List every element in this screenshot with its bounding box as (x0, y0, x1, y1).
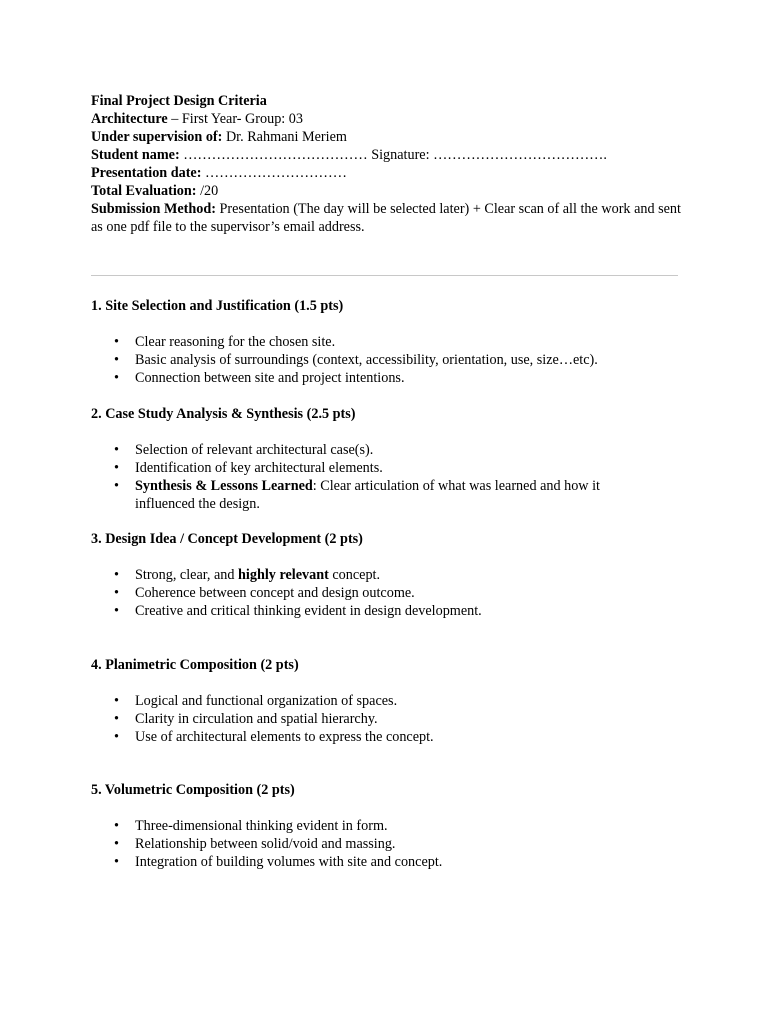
criteria-list (91, 566, 691, 620)
supervision-label: Under supervision of: (91, 129, 223, 145)
section-title: 3. Design Idea / Concept Development (2 pts) (91, 531, 363, 547)
submission-label: Submission Method: (91, 201, 216, 217)
criteria-list (91, 441, 691, 513)
criteria-list (91, 692, 691, 746)
architecture-line (91, 110, 691, 128)
bullet-icon: • (114, 693, 119, 709)
bullet-icon: • (114, 460, 119, 476)
bullet-icon: • (114, 478, 119, 494)
supervision-line (91, 128, 691, 146)
document-title: Final Project Design Criteria (91, 93, 267, 109)
criteria-section-volumetric (91, 781, 691, 871)
criteria-list (91, 333, 691, 387)
bullet-icon: • (114, 854, 119, 870)
section-title: 1. Site Selection and Justification (1.5 pts) (91, 298, 344, 314)
bullet-icon: • (114, 334, 119, 350)
bullet-icon: • (114, 442, 119, 458)
list-item: • Strong, clear, and highly relevant concept. (114, 567, 381, 583)
list-item: • Integration of building volumes with site and concept. (114, 854, 443, 870)
presentation-line (91, 164, 691, 182)
bullet-icon: • (114, 585, 119, 601)
presentation-label: Presentation date: (91, 165, 202, 181)
student-label: Student name: (91, 147, 180, 163)
criteria-list (91, 817, 691, 871)
list-item: • Coherence between concept and design outcome. (114, 585, 415, 601)
evaluation-line (91, 182, 691, 200)
evaluation-value: /20 (196, 183, 219, 199)
list-item: • Basic analysis of surroundings (context, accessibility, orientation, use, size…etc). (114, 352, 598, 368)
section-title: 2. Case Study Analysis & Synthesis (2.5 pts) (91, 406, 356, 422)
criteria-section-concept (91, 530, 691, 620)
list-item: • Three-dimensional thinking evident in form. (114, 818, 388, 834)
bullet-icon: • (114, 603, 119, 619)
bullet-icon: • (114, 818, 119, 834)
architecture-label: Architecture (91, 111, 168, 127)
list-item: • Logical and functional organization of spaces. (114, 693, 398, 709)
student-value: ………………………………… Signature: ………………………………. (179, 147, 607, 163)
list-item: • Connection between site and project intentions. (114, 370, 405, 386)
list-item: • Synthesis & Lessons Learned: Clear articulation of what was learned and how it influenced the design. (114, 478, 600, 512)
bullet-icon: • (114, 567, 119, 583)
list-item: • Identification of key architectural elements. (114, 460, 383, 476)
bullet-icon: • (114, 836, 119, 852)
evaluation-label: Total Evaluation: (91, 183, 197, 199)
bullet-icon: • (114, 370, 119, 386)
list-item: • Relationship between solid/void and massing. (114, 836, 396, 852)
criteria-section-site (91, 297, 691, 387)
bullet-icon: • (114, 352, 119, 368)
list-item: • Selection of relevant architectural case(s). (114, 442, 374, 458)
list-item: • Use of architectural elements to express the concept. (114, 729, 434, 745)
bullet-icon: • (114, 729, 119, 745)
architecture-value: – First Year- Group: 03 (167, 111, 303, 127)
criteria-section-case-study (91, 405, 691, 513)
horizontal-divider (91, 275, 678, 276)
supervision-value: Dr. Rahmani Meriem (222, 129, 347, 145)
section-title: 5. Volumetric Composition (2 pts) (91, 782, 295, 798)
presentation-value: ………………………… (201, 165, 347, 181)
bullet-icon: • (114, 711, 119, 727)
document-header (91, 92, 691, 236)
submission-line (91, 200, 691, 236)
student-line (91, 146, 691, 164)
section-title: 4. Planimetric Composition (2 pts) (91, 657, 299, 673)
criteria-section-planimetric (91, 656, 691, 746)
list-item: • Clarity in circulation and spatial hierarchy. (114, 711, 378, 727)
submission-value: Presentation (The day will be selected later) + Clear scan of all the work and sent as one pdf file to the supervisor’s email address. (91, 201, 681, 235)
list-item: • Clear reasoning for the chosen site. (114, 334, 336, 350)
list-item: • Creative and critical thinking evident in design development. (114, 603, 482, 619)
